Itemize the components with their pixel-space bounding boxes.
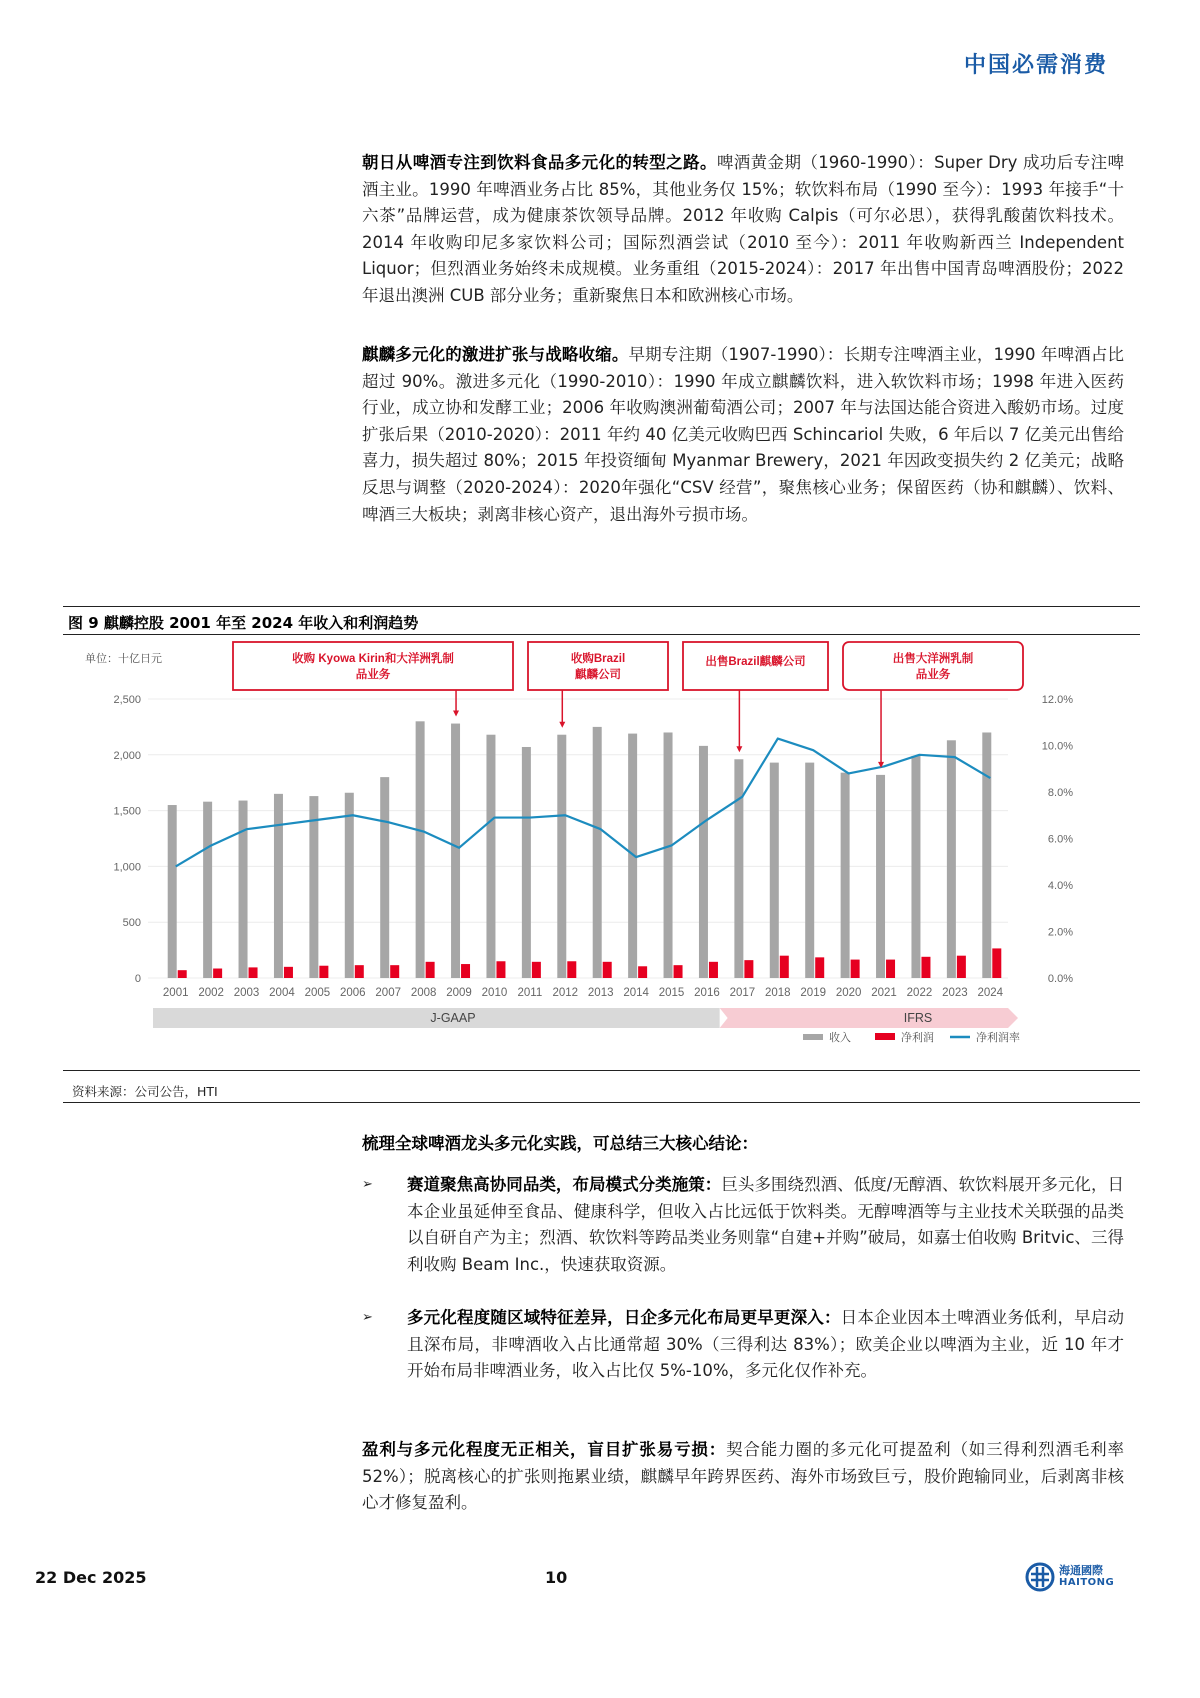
x-axis-label: 2004 bbox=[269, 987, 295, 999]
revenue-bar bbox=[699, 746, 708, 978]
x-axis-label: 2014 bbox=[623, 987, 649, 999]
revenue-bar bbox=[274, 794, 283, 978]
net-margin-line bbox=[176, 739, 991, 867]
ifrs-label: IFRS bbox=[903, 1011, 933, 1025]
net-profit-bar bbox=[426, 962, 435, 978]
x-axis-label: 2007 bbox=[375, 987, 402, 999]
net-profit-bar bbox=[284, 967, 293, 978]
x-axis-label: 2009 bbox=[446, 987, 472, 999]
bullet-lead: 多元化程度随区域特征差异，日企多元化布局更早更深入： bbox=[407, 1308, 841, 1327]
figure-title-rule bbox=[63, 634, 1140, 635]
x-axis-label: 2017 bbox=[729, 987, 756, 999]
revenue-bar bbox=[841, 773, 850, 978]
x-axis-label: 2001 bbox=[162, 987, 189, 999]
net-profit-bar bbox=[709, 962, 718, 978]
x-axis-label: 2015 bbox=[658, 987, 685, 999]
legend-revenue-swatch bbox=[803, 1034, 823, 1040]
x-axis-label: 2010 bbox=[481, 987, 508, 999]
paragraph-lead: 盈利与多元化程度无正相关，盲目扩张易亏损： bbox=[362, 1440, 727, 1459]
annotation-text: 出售Brazil麒麟公司 bbox=[705, 656, 806, 668]
conclusion-bullet bbox=[362, 1305, 1124, 1385]
revenue-bar bbox=[380, 777, 389, 978]
figure-title: 图 9 麒麟控股 2001 年至 2024 年收入和利润趋势 bbox=[68, 614, 419, 632]
x-axis-label: 2006 bbox=[339, 987, 366, 999]
net-profit-bar bbox=[603, 962, 612, 978]
annotation-text: 收购 Kyowa Kirin和大洋洲乳制 bbox=[292, 653, 454, 665]
net-profit-bar bbox=[921, 957, 930, 978]
net-profit-bar bbox=[815, 957, 824, 978]
footer-date: 22 Dec 2025 bbox=[35, 1568, 147, 1587]
paragraph-lead: 朝日从啤酒专注到饮料食品多元化的转型之路。 bbox=[362, 153, 717, 172]
net-profit-bar bbox=[886, 960, 895, 978]
revenue-bar bbox=[770, 763, 779, 978]
x-axis-label: 2016 bbox=[694, 987, 720, 999]
left-axis-tick: 1,500 bbox=[113, 805, 141, 818]
annotation-text: 出售大洋洲乳制 bbox=[892, 653, 974, 665]
annotation-text: 收购Brazil bbox=[570, 653, 626, 665]
revenue-bar bbox=[451, 724, 460, 978]
paragraph-asahi bbox=[362, 150, 1124, 310]
net-profit-bar bbox=[319, 966, 328, 978]
bullet-body: 日本企业因本土啤酒业务低利，早启动且深布局，非啤酒收入占比通常超 30%（三得利达 83%）；欧美企业以啤酒为主业，近 10 年才开始布局非啤酒业务，收入占比仅 5%-10%，多元化仅作补充。 bbox=[407, 1308, 1125, 1381]
net-profit-bar bbox=[744, 960, 753, 978]
left-axis-tick: 2,500 bbox=[113, 694, 141, 706]
legend-profit-label: 净利润 bbox=[901, 1032, 934, 1044]
x-axis-label: 2022 bbox=[906, 987, 933, 999]
figure-source: 资料来源：公司公告，HTI bbox=[72, 1084, 218, 1099]
source-rule bbox=[63, 1102, 1140, 1103]
right-axis-tick: 8.0% bbox=[1047, 787, 1073, 799]
ifrs-band bbox=[720, 1008, 1018, 1028]
revenue-bar bbox=[876, 775, 885, 978]
x-axis-label: 2008 bbox=[410, 987, 437, 999]
revenue-bar bbox=[593, 727, 602, 978]
bullet-body: 巨头多围绕烈酒、低度/无醇酒、软饮料展开多元化，日本企业虽延伸至食品、健康科学，但收入占比远低于饮料类。无醇啤酒等与主业技术关联强的品类以自研自产为主；烈酒、软饮料等跨品类业务则靠“自建+并购”破局，如嘉士伯收购 Britvic、三得利收购 Beam Inc.，快速获取资源。 bbox=[407, 1175, 1125, 1274]
right-axis-tick: 0.0% bbox=[1047, 973, 1073, 985]
revenue-bar bbox=[203, 802, 212, 978]
jgaap-label: J-GAAP bbox=[430, 1011, 476, 1025]
revenue-bar bbox=[239, 801, 248, 978]
x-axis-label: 2019 bbox=[800, 987, 827, 999]
revenue-bar bbox=[947, 740, 956, 978]
net-profit-bar bbox=[567, 961, 576, 978]
annotation-box bbox=[528, 642, 668, 690]
page-number: 10 bbox=[545, 1568, 568, 1587]
revenue-bar bbox=[345, 793, 354, 978]
net-profit-bar bbox=[178, 970, 187, 978]
x-axis-label: 2011 bbox=[517, 987, 543, 999]
figure-bottom-rule bbox=[63, 1070, 1140, 1071]
paragraph-kirin bbox=[362, 342, 1124, 528]
annotation-box bbox=[843, 642, 1023, 690]
logo-text-cn: 海通國際 bbox=[1059, 1564, 1103, 1577]
revenue-bar bbox=[734, 759, 743, 978]
revenue-bar bbox=[982, 732, 991, 978]
legend-revenue-label: 收入 bbox=[829, 1032, 851, 1044]
revenue-bar bbox=[486, 735, 495, 978]
revenue-bar bbox=[557, 735, 566, 978]
left-axis-tick: 0 bbox=[134, 973, 141, 985]
revenue-bar bbox=[416, 721, 425, 978]
right-axis-tick: 4.0% bbox=[1047, 880, 1073, 892]
net-profit-bar bbox=[496, 961, 505, 978]
annotation-arrowhead-icon bbox=[453, 711, 459, 717]
paragraph-body: 啤酒黄金期（1960-1990）：Super Dry 成功后专注啤酒主业。1990 年啤酒业务占比 85%，其他业务仅 15%；软饮料布局（1990 至今）：1993 年接手“十六茶”品牌运营，成为健康茶饮领导品牌。2012 年收购 Calpis（可尔必思），获得乳酸菌饮料技术。2014 年收购印尼多家饮料公司；国际烈酒尝试（2010 至今）：2011 年收购新西兰 Independent Liquor；但烈酒业务始终未成规模。业务重组（2015-2024）：2017 年出售中国青岛啤酒股份；2022 年退出澳洲 CUB 部分业务；重新聚焦日本和欧洲核心市场。 bbox=[362, 153, 1124, 305]
right-axis-tick: 6.0% bbox=[1047, 833, 1073, 846]
revenue-bar bbox=[805, 763, 814, 978]
revenue-bar bbox=[911, 756, 920, 978]
haitong-logo bbox=[1025, 1562, 1114, 1592]
bullet-arrow-icon: ➢ bbox=[362, 1310, 373, 1325]
annotation-arrowhead-icon bbox=[736, 746, 742, 752]
x-axis-label: 2005 bbox=[304, 987, 331, 999]
revenue-bar bbox=[168, 805, 177, 978]
x-axis-label: 2013 bbox=[587, 987, 614, 999]
right-axis-tick: 12.0% bbox=[1041, 694, 1073, 706]
left-axis-tick: 500 bbox=[122, 917, 141, 930]
net-profit-bar bbox=[355, 965, 364, 978]
x-axis-label: 2021 bbox=[871, 987, 897, 999]
left-axis-tick: 1,000 bbox=[113, 861, 141, 874]
right-axis-tick: 10.0% bbox=[1041, 740, 1073, 753]
x-axis-label: 2012 bbox=[552, 987, 579, 999]
bullet-arrow-icon: ➢ bbox=[362, 1177, 373, 1192]
report-section-title: 中国必需消费 bbox=[963, 53, 1108, 78]
x-axis-label: 2003 bbox=[233, 987, 260, 999]
paragraph-body: 契合能力圈的多元化可提盈利（如三得利烈酒毛利率 52%）；脱离核心的扩张则拖累业绩，麒麟早年跨界医药、海外市场致巨亏，股价跑输同业，后剥离非核心才修复盈利。 bbox=[362, 1440, 1125, 1513]
annotation-text: 品业务 bbox=[915, 669, 951, 681]
conclusion-bullet bbox=[362, 1172, 1124, 1278]
net-profit-bar bbox=[674, 965, 683, 978]
bullet-lead: 赛道聚焦高协同品类，布局模式分类施策： bbox=[407, 1175, 722, 1194]
right-axis-tick: 2.0% bbox=[1047, 926, 1073, 939]
haitong-logo-icon bbox=[1025, 1562, 1055, 1592]
logo-text-en: HAITONG bbox=[1059, 1577, 1115, 1588]
annotation-arrowhead-icon bbox=[559, 722, 565, 728]
net-profit-bar bbox=[213, 969, 222, 978]
paragraph-lead: 麒麟多元化的激进扩张与战略收缩。 bbox=[362, 345, 629, 364]
net-profit-bar bbox=[390, 965, 399, 978]
unit-label: 单位：十亿日元 bbox=[85, 653, 162, 665]
x-axis-label: 2002 bbox=[198, 987, 224, 999]
annotation-text: 麒麟公司 bbox=[575, 669, 621, 681]
x-axis-label: 2024 bbox=[977, 987, 1004, 999]
revenue-profit-chart bbox=[63, 640, 1140, 1065]
figure-top-rule bbox=[63, 606, 1140, 607]
net-profit-bar bbox=[532, 962, 541, 978]
paragraph-conclusion bbox=[362, 1437, 1124, 1517]
revenue-bar bbox=[309, 796, 318, 978]
x-axis-label: 2023 bbox=[942, 987, 968, 999]
legend-profit-swatch bbox=[875, 1033, 895, 1040]
conclusions-lead: 梳理全球啤酒龙头多元化实践，可总结三大核心结论： bbox=[362, 1134, 758, 1153]
net-profit-bar bbox=[780, 956, 789, 978]
net-profit-bar bbox=[851, 960, 860, 978]
legend-margin-label: 净利润率 bbox=[976, 1032, 1020, 1044]
revenue-bar bbox=[522, 747, 531, 978]
left-axis-tick: 2,000 bbox=[113, 749, 141, 762]
x-axis-label: 2020 bbox=[835, 987, 862, 999]
net-profit-bar bbox=[461, 964, 470, 978]
net-profit-bar bbox=[957, 956, 966, 978]
net-profit-bar bbox=[992, 948, 1001, 978]
x-axis-label: 2018 bbox=[764, 987, 791, 999]
net-profit-bar bbox=[249, 967, 258, 978]
annotation-box bbox=[233, 642, 513, 690]
revenue-bar bbox=[664, 732, 673, 978]
net-profit-bar bbox=[638, 966, 647, 978]
annotation-text: 品业务 bbox=[355, 669, 391, 681]
paragraph-body: 早期专注期（1907-1990）：长期专注啤酒主业，1990 年啤酒占比超过 90%。激进多元化（1990-2010）：1990 年成立麒麟饮料，进入软饮料市场；1998 年进入医药行业，成立协和发酵工业；2006 年收购澳洲葡萄酒公司；2007 年与法国达能合资进入酸奶市场。过度扩张后果（2010-2020）：2011 年约 40 亿美元收购巴西 Schincariol 失败，6 年后以 7 亿美元出售给喜力，损失超过 80%；2015 年投资缅甸 Myanmar Brewery，2021 年因政变损失约 2 亿美元；战略反思与调整（2020-2024）：2020年强化“CSV 经营”，聚焦核心业务；保留医药（协和麒麟）、饮料、啤酒三大板块；剥离非核心资产，退出海外亏损市场。 bbox=[362, 345, 1124, 524]
